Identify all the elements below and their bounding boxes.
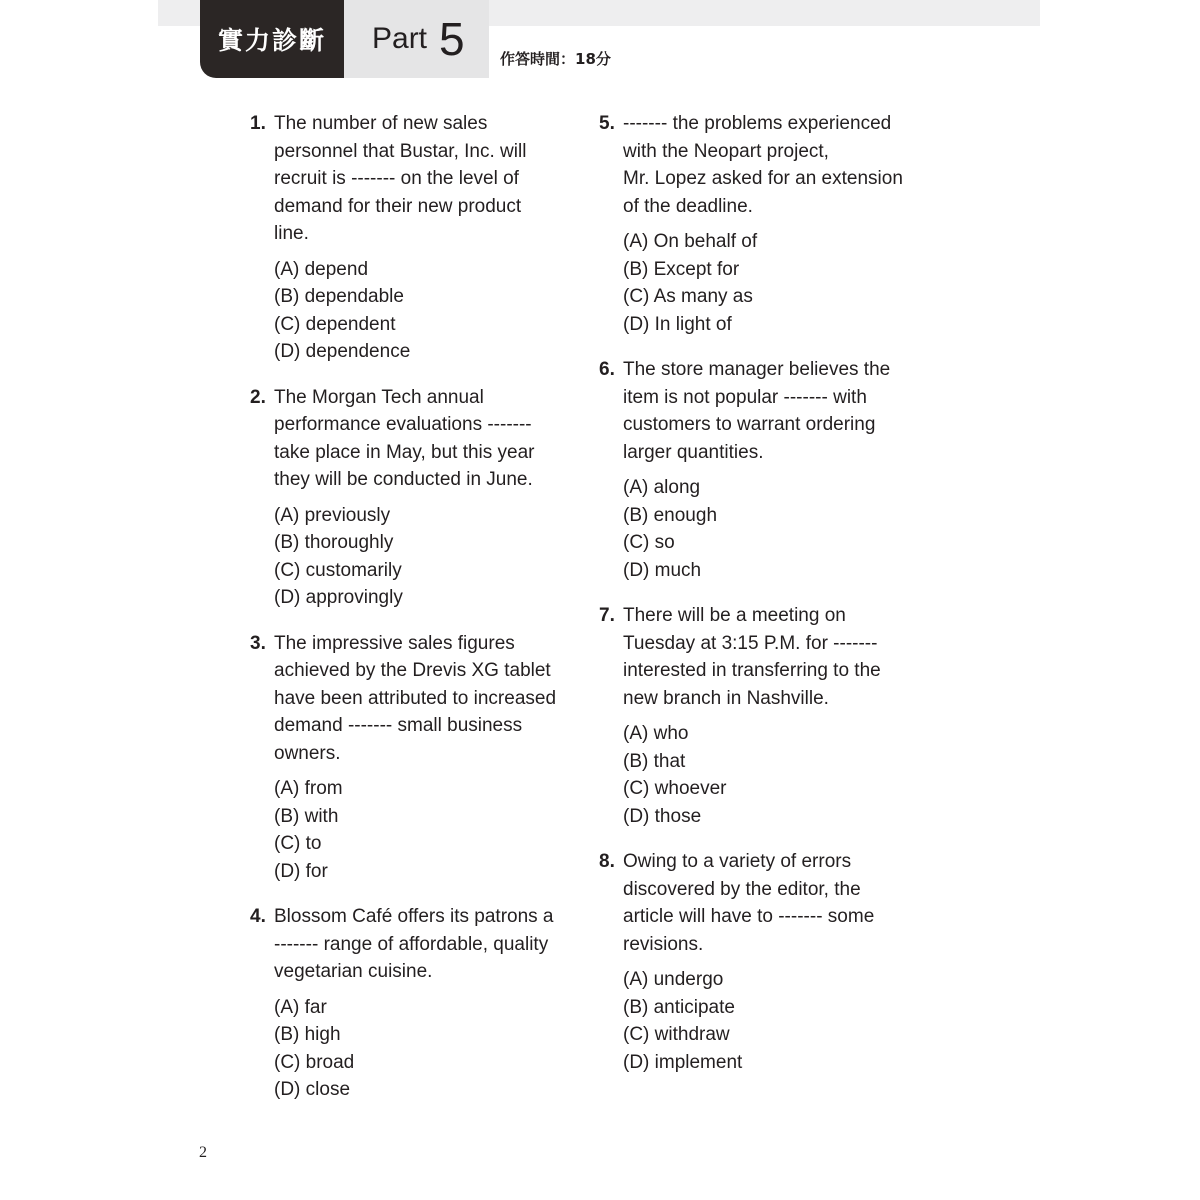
option-a: (A) undergo <box>623 969 724 990</box>
question-text: ------- the problems experienced with the Neopart project, Mr. Lopez asked for an extension of the deadline. <box>623 113 903 217</box>
question-text: The store manager believes the item is not popular ------- with customers to warrant ordering larger quantities. <box>623 359 891 463</box>
option-c: (C) customarily <box>274 559 402 581</box>
question-number: 4. <box>250 906 266 927</box>
option-a: (A) from <box>274 778 343 799</box>
option-d: (D) approvingly <box>274 587 403 608</box>
option-d: (D) much <box>623 559 702 581</box>
section-title: 實力診斷 <box>200 0 344 78</box>
option-d: (D) those <box>623 805 702 827</box>
question-7 <box>599 602 934 830</box>
left-column <box>250 110 580 1122</box>
question-number: 2. <box>250 386 266 408</box>
option-b: (B) dependable <box>274 286 404 307</box>
option-a: (A) depend <box>274 258 369 280</box>
question-1 <box>250 110 580 366</box>
question-6 <box>599 356 934 584</box>
option-b: (B) anticipate <box>623 996 735 1018</box>
option-c: (C) broad <box>274 1051 355 1073</box>
option-a: (A) previously <box>274 504 391 526</box>
section-header <box>200 0 489 78</box>
option-b: (B) Except for <box>623 258 740 280</box>
question-4 <box>250 903 580 1104</box>
part-number: 5 <box>439 13 465 65</box>
question-text: The Morgan Tech annual performance evaluations ------- take place in May, but this year they will be conducted in June. <box>274 386 535 490</box>
answer-time: 作答時間：18分 <box>500 50 611 68</box>
option-a: (A) who <box>623 723 689 744</box>
option-c: (C) As many as <box>623 286 753 307</box>
option-a: (A) far <box>274 996 327 1018</box>
part-label: Part <box>372 22 428 55</box>
right-column <box>599 110 934 1094</box>
option-c: (C) dependent <box>274 313 396 335</box>
question-5 <box>599 110 934 338</box>
option-a: (A) On behalf of <box>623 231 758 252</box>
option-b: (B) that <box>623 750 686 772</box>
question-3 <box>250 630 580 886</box>
option-b: (B) enough <box>623 504 718 526</box>
option-b: (B) thoroughly <box>274 532 394 553</box>
question-8 <box>599 848 934 1076</box>
question-text: There will be a meeting on Tuesday at 3:15 P.M. for ------- interested in transferring to the new branch in Nashville. <box>623 605 881 709</box>
question-2 <box>250 384 580 612</box>
question-number: 3. <box>250 632 266 654</box>
option-c: (C) whoever <box>623 778 727 799</box>
option-b: (B) with <box>274 805 339 827</box>
question-number: 8. <box>599 851 615 872</box>
question-number: 1. <box>250 113 266 134</box>
option-d: (D) In light of <box>623 313 732 335</box>
question-text: The impressive sales figures achieved by the Drevis XG tablet have been attributed to increased demand ------- small business owners. <box>274 632 557 764</box>
question-number: 6. <box>599 359 615 380</box>
option-c: (C) to <box>274 833 322 854</box>
option-b: (B) high <box>274 1024 341 1045</box>
question-text: Blossom Café offers its patrons a ------- range of affordable, quality vegetarian cuisine. <box>274 906 554 982</box>
page-number: 2 <box>199 1144 207 1161</box>
question-number: 5. <box>599 113 615 134</box>
question-text: Owing to a variety of errors discovered by the editor, the article will have to ------- some revisions. <box>623 851 875 955</box>
option-d: (D) close <box>274 1079 351 1100</box>
question-number: 7. <box>599 605 615 626</box>
option-c: (C) withdraw <box>623 1024 730 1045</box>
option-c: (C) so <box>623 532 675 553</box>
question-text: The number of new sales personnel that Bustar, Inc. will recruit is ------- on the level of demand for their new product line. <box>274 113 527 244</box>
option-d: (D) for <box>274 860 328 882</box>
option-d: (D) implement <box>623 1051 743 1073</box>
option-d: (D) dependence <box>274 341 411 362</box>
part-indicator <box>344 0 489 78</box>
option-a: (A) along <box>623 477 701 498</box>
